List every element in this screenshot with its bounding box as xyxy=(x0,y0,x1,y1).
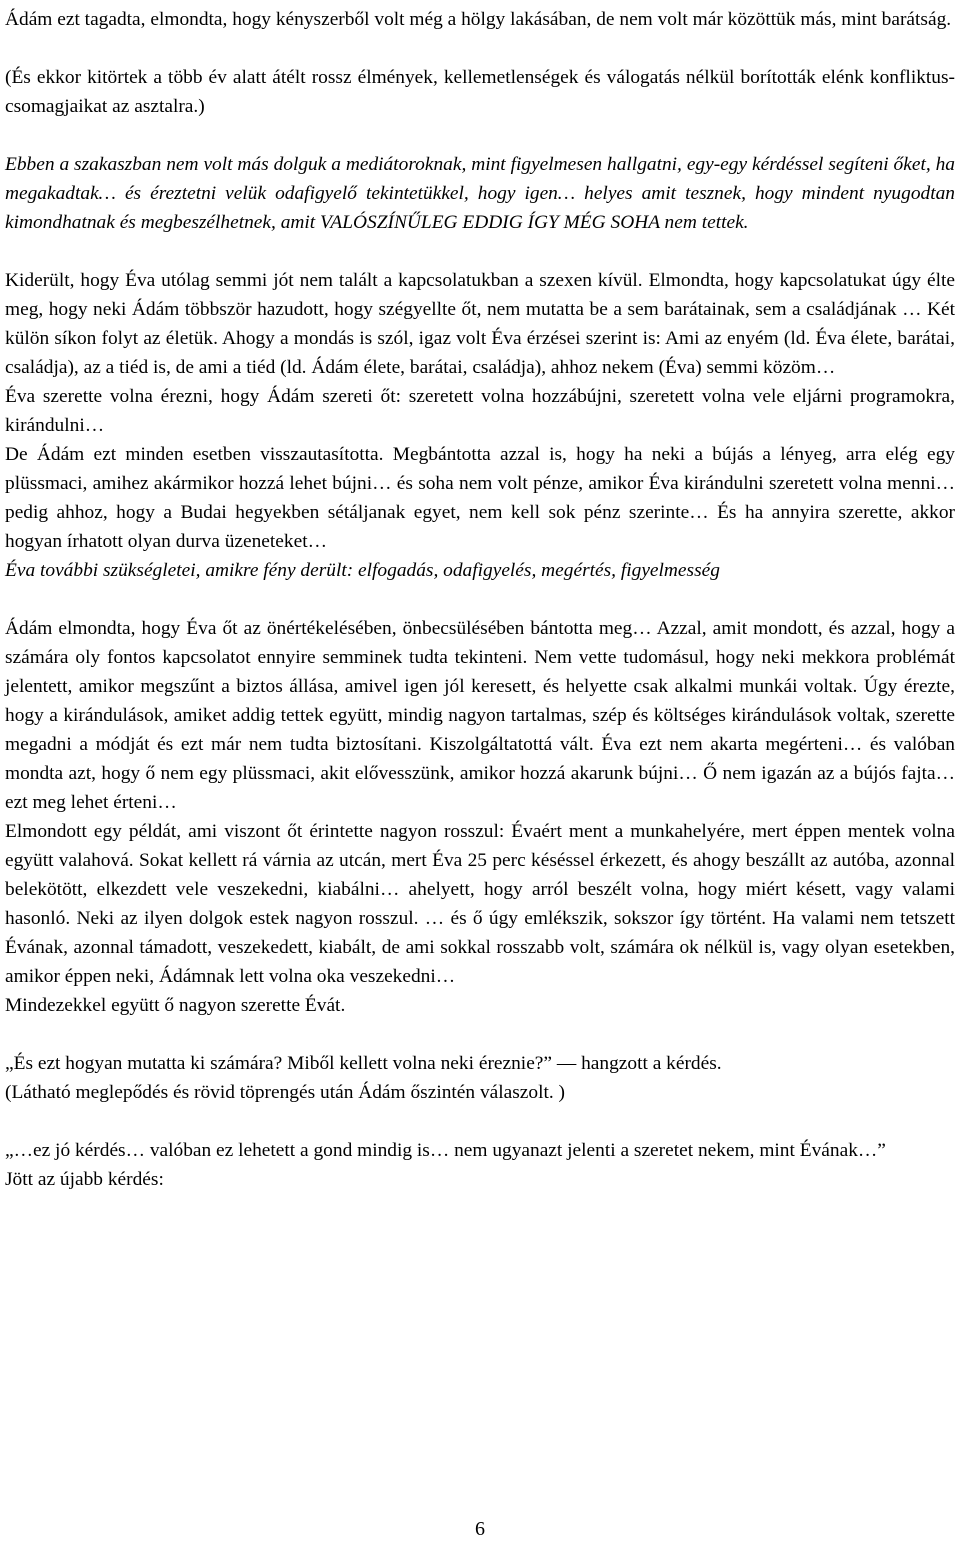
paragraph: (Látható meglepődés és rövid töprengés után Ádám őszintén válaszolt. ) xyxy=(5,1082,566,1103)
paragraph: De Ádám ezt minden esetben visszautasította. Megbántotta azzal is, hogy ha neki a bújás a lényeg, arra elég egy plüssmaci, amihez akármikor hozzá lehet bújni… és soha nem volt pénze, amikor Éva kirándulni szeretett volna menni… pedig ahhoz, hogy a Budai hegyekben sétáljanak egyet, nem kell sok pénz szerinte… És ha annyira szerette, akkor hogyan írhatott olyan durva üzeneteket… xyxy=(5,444,955,552)
paragraph: Mindezekkel együtt ő nagyon szerette Évát. xyxy=(5,995,346,1016)
paragraph: Kiderült, hogy Éva utólag semmi jót nem talált a kapcsolatukban a szexen kívül. Elmondta, hogy kapcsolatukat úgy élte meg, hogy neki Ádám többször hazudott, hogy szégyellte őt, nem mutatta be a sem barátainak, sem a családjának … Két külön síkon folyt az életük. Ahogy a mondás is szól, igaz volt Éva érzései szerint is: Ami az enyém (ld. Éva élete, barátai, családja), az a tiéd is, de ami a tiéd (ld. Ádám élete, barátai, családja), ahhoz nekem (Éva) semmi közöm… xyxy=(5,270,955,378)
document-body xyxy=(5,0,955,1194)
paragraph: „És ezt hogyan mutatta ki számára? Miből kellett volna neki éreznie?” — hangzott a kérdés. xyxy=(5,1053,722,1074)
paragraph: „…ez jó kérdés… valóban ez lehetett a gond mindig is… nem ugyanazt jelenti a szeretet nekem, mint Évának…” xyxy=(5,1140,886,1161)
paragraph: Ádám elmondta, hogy Éva őt az önértékelésében, önbecsülésében bántotta meg… Azzal, amit mondott, és azzal, hogy a számára oly fontos kapcsolatot ennyire semminek tudta tekinteni. Nem vette tudomásul, hogy neki mekkora problémát jelentett, amikor megszűnt a biztos állása, amivel igen jól keresett, és helyette csak alkalmi munkái voltak. Úgy érezte, hogy a kirándulások, amiket addig tettek együtt, mindig nagyon tartalmas, szép és költséges kirándulások voltak, szerette megadni a módját és ezt már nem tudta biztosítani. Kiszolgáltatottá vált. Éva ezt nem akarta megérteni… és valóban mondta azt, hogy ő nem egy plüssmaci, akit elővesszünk, amikor hozzá akarunk bújni… Ő nem igazán az a bújós fajta… ezt meg lehet érteni… xyxy=(5,618,955,813)
italic-paragraph: Éva további szükségletei, amikre fény derült: elfogadás, odafigyelés, megértés, figyelmesség xyxy=(5,560,720,581)
paragraph: Ádám ezt tagadta, elmondta, hogy kényszerből volt még a hölgy lakásában, de nem volt már közöttük más, mint barátság. xyxy=(5,9,952,30)
paragraph: (És ekkor kitörtek a több év alatt átélt rossz élmények, kellemetlenségek és válogatás nélkül borították elénk konfliktus-csomagjaikat az asztalra.) xyxy=(5,67,955,117)
page-number: 6 xyxy=(475,1518,485,1540)
paragraph: Jött az újabb kérdés: xyxy=(5,1169,164,1190)
paragraph: Elmondott egy példát, ami viszont őt érintette nagyon rosszul: Évaért ment a munkahelyére, mert éppen mentek volna együtt valahová. Sokat kellett rá várnia az utcán, mert Éva 25 perc késéssel érkezett, és ahogy beszállt az autóba, azonnal belekötött, elkezdett vele veszekedni, kiabálni… ahelyett, hogy arról beszélt volna, hogy miért késett, vagy valami hasonló. Neki az ilyen dolgok estek nagyon rosszul. … és ő úgy emlékszik, sokszor így történt. Ha valami nem tetszett Évának, azonnal támadott, veszekedett, kiabált, de ami sokkal rosszabb volt, számára ok nélkül is, vagy olyan esetekben, amikor éppen neki, Ádámnak lett volna oka veszekedni… xyxy=(5,821,955,987)
paragraph: Éva szerette volna érezni, hogy Ádám szereti őt: szeretett volna hozzábújni, szeretett volna vele eljárni programokra, kirándulni… xyxy=(5,386,955,436)
italic-paragraph: Ebben a szakaszban nem volt más dolguk a mediátoroknak, mint figyelmesen hallgatni, egy-egy kérdéssel segíteni őket, ha megakadtak… és éreztetni velük odafigyelő tekintetükkel, hogy igen… helyes amit tesznek, hogy mindent nyugodtan kimondhatnak és megbeszélhetnek, amit VALÓSZÍNŰLEG EDDIG ÍGY MÉG SOHA nem tettek. xyxy=(5,154,955,233)
